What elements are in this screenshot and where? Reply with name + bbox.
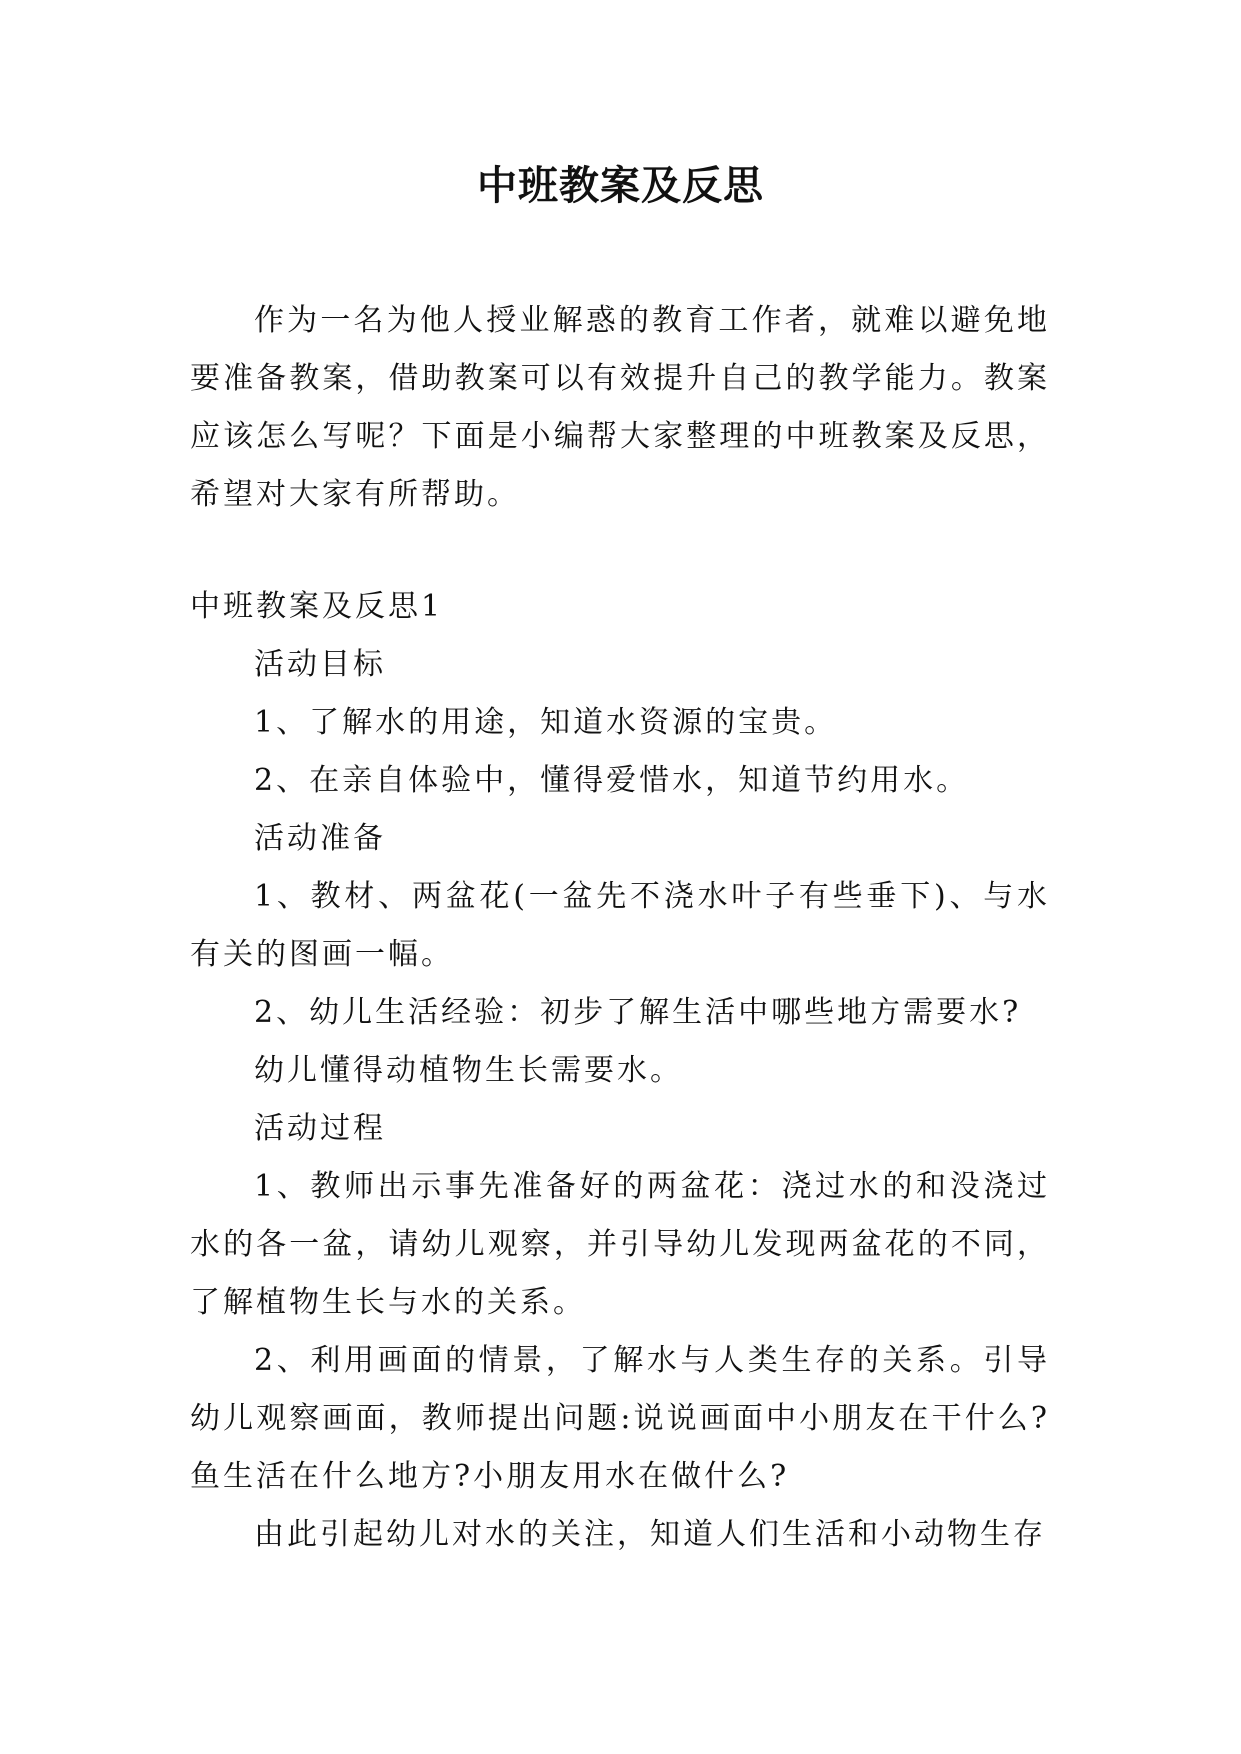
prep-heading: 活动准备 <box>254 821 386 856</box>
process-item-3: 由此引起幼儿对水的关注，知道人们生活和小动物生存 <box>254 1517 1046 1552</box>
prep-item-3: 幼儿懂得动植物生长需要水。 <box>254 1053 683 1088</box>
process-heading: 活动过程 <box>254 1111 386 1146</box>
prep-item-1: 1、教材、两盆花(一盆先不浇水叶子有些垂下)、与水有关的图画一幅。 <box>190 879 1050 972</box>
prep-item-2: 2、幼儿生活经验：初步了解生活中哪些地方需要水? <box>254 995 1022 1030</box>
process-item-2: 2、利用画面的情景，了解水与人类生存的关系。引导幼儿观察画面，教师提出问题:说说画面中小朋友在干什么?鱼生活在什么地方?小朋友用水在做什么? <box>190 1343 1050 1494</box>
intro-paragraph: 作为一名为他人授业解惑的教育工作者，就难以避免地要准备教案，借助教案可以有效提升自己的教学能力。教案应该怎么写呢？下面是小编帮大家整理的中班教案及反思，希望对大家有所帮助。 <box>190 303 1050 512</box>
process-item-1: 1、教师出示事先准备好的两盆花：浇过水的和没浇过水的各一盆，请幼儿观察，并引导幼儿发现两盆花的不同，了解植物生长与水的关系。 <box>190 1169 1050 1320</box>
goal-item-2: 2、在亲自体验中，懂得爱惜水，知道节约用水。 <box>254 763 970 798</box>
section-title: 中班教案及反思1 <box>190 589 444 624</box>
goal-item-1: 1、了解水的用途，知道水资源的宝贵。 <box>254 705 838 740</box>
document-title: 中班教案及反思 <box>477 162 764 209</box>
goal-heading: 活动目标 <box>254 647 386 682</box>
